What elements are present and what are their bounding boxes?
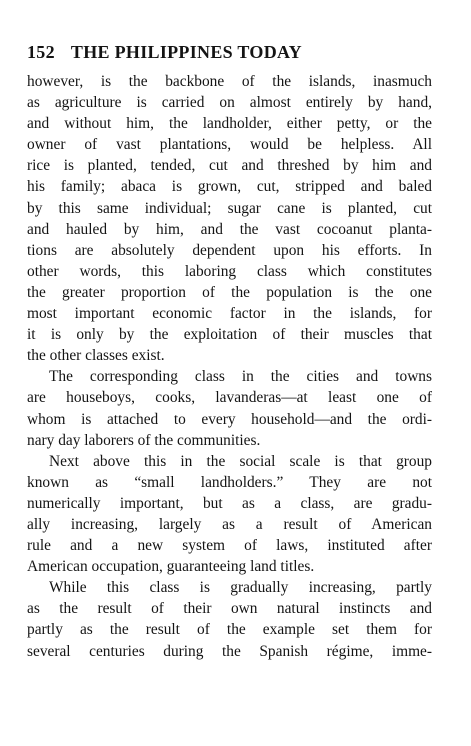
text-line: as agriculture is carried on almost entirely by hand, xyxy=(27,94,432,112)
text-line: numerically important, but as a class, are gradu- xyxy=(27,494,432,512)
text-line: known as “small landholders.” They are not xyxy=(27,473,432,491)
text-line: as the result of their own natural instincts and xyxy=(27,600,432,618)
text-line: owner of vast plantations, would be helpless. All xyxy=(27,136,432,154)
text-line: tions are absolutely dependent upon his efforts. In xyxy=(27,241,432,259)
text-line: and hauled by him, and the vast cocoanut planta- xyxy=(27,220,432,238)
text-line: nary day laborers of the communities. xyxy=(27,431,261,449)
running-title: THE PHILIPPINES TODAY xyxy=(70,42,302,62)
paragraph-3 xyxy=(27,451,432,578)
paragraph-2 xyxy=(27,366,432,450)
text-line: the other classes exist. xyxy=(27,347,165,365)
text-line: While this class is gradually increasing, partly xyxy=(49,579,432,597)
text-line: The corresponding class in the cities and towns xyxy=(49,368,432,386)
text-line: are houseboys, cooks, lavanderas—at least one of xyxy=(27,389,432,407)
text-line: Next above this in the social scale is that group xyxy=(49,452,432,470)
page-number: 152 xyxy=(27,42,55,62)
text-line: American occupation, guaranteeing land titles. xyxy=(27,558,315,576)
text-line: rule and a new system of laws, instituted after xyxy=(27,537,432,555)
text-line: other words, this laboring class which constitutes xyxy=(27,262,432,280)
text-line: the greater proportion of the population is the one xyxy=(27,283,432,301)
paragraph-1 xyxy=(27,71,432,366)
text-line: and without him, the landholder, either petty, or the xyxy=(27,115,432,133)
text-line: whom is attached to every household—and the ordi- xyxy=(27,410,432,428)
text-line: his family; abaca is grown, cut, stripped and baled xyxy=(27,178,432,196)
text-line: by this same individual; sugar cane is planted, cut xyxy=(27,199,432,217)
text-line: partly as the result of the example set them for xyxy=(27,621,432,639)
text-line: most important economic factor in the islands, for xyxy=(27,305,432,323)
text-line: several centuries during the Spanish régime, imme- xyxy=(27,642,432,660)
text-line: ally increasing, largely as a result of American xyxy=(27,515,432,533)
text-line: it is only by the exploitation of their muscles that xyxy=(27,326,432,344)
text-line: however, is the backbone of the islands, inasmuch xyxy=(27,73,432,90)
running-header xyxy=(27,42,437,66)
paragraph-4 xyxy=(27,577,432,661)
text-line: rice is planted, tended, cut and threshed by him and xyxy=(27,157,432,175)
body-text xyxy=(27,71,432,662)
